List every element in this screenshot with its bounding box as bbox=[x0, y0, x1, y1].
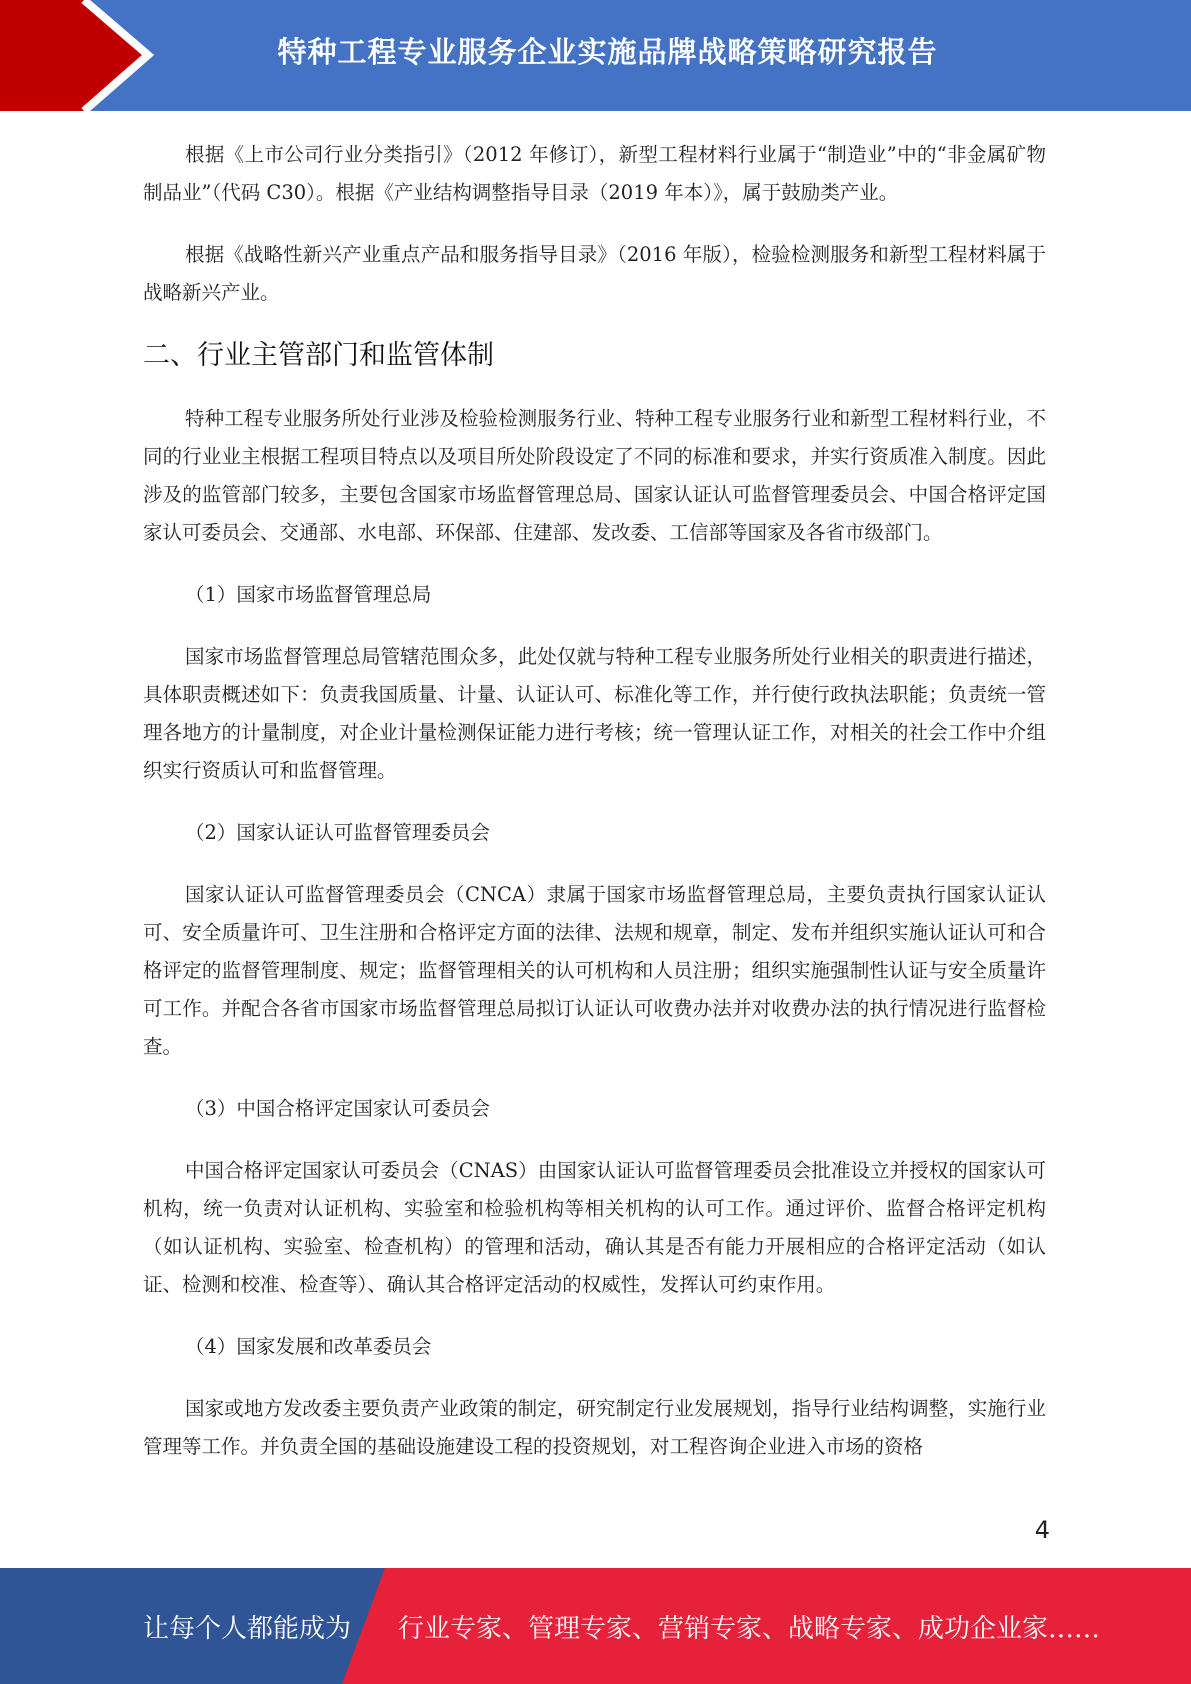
subheading-cnca: （2）国家认证认可监督管理委员会 bbox=[185, 821, 490, 844]
document-body bbox=[143, 136, 1046, 1490]
page-footer bbox=[0, 1568, 1191, 1684]
paragraph-industry-classification: 根据《上市公司行业分类指引》（2012 年修订），新型工程材料行业属于“制造业”中的“非金属矿物制品业”（代码 C30）。根据《产业结构调整指导目录（2019 年本）》，属于鼓励类产业。 bbox=[143, 143, 1046, 204]
subheading-samr: （1）国家市场监督管理总局 bbox=[185, 583, 432, 606]
subheading-cnas: （3）中国合格评定国家认可委员会 bbox=[185, 1097, 490, 1120]
paragraph-samr: 国家市场监督管理总局管辖范围众多，此处仅就与特种工程专业服务所处行业相关的职责进行描述，具体职责概述如下：负责我国质量、计量、认证认可、标准化等工作，并行使行政执法职能；负责统一管理各地方的计量制度，对企业计量检测保证能力进行考核；统一管理认证工作，对相关的社会工作中介组织实行资质认可和监督管理。 bbox=[143, 645, 1046, 782]
paragraph-cnca: 国家认证认可监督管理委员会（CNCA）隶属于国家市场监督管理总局，主要负责执行国家认证认可、安全质量许可、卫生注册和合格评定方面的法律、法规和规章，制定、发布并组织实施认证认可和合格评定的监督管理制度、规定；监督管理相关的认可机构和人员注册；组织实施强制性认证与安全质量许可工作。并配合各省市国家市场监督管理总局拟订认证认可收费办法并对收费办法的执行情况进行监督检查。 bbox=[143, 883, 1046, 1058]
footer-slogan-left: 让每个人都能成为 bbox=[143, 1613, 352, 1644]
subheading-ndrc: （4）国家发展和改革委员会 bbox=[185, 1335, 432, 1358]
header-title: 特种工程专业服务企业实施品牌战略策略研究报告 bbox=[277, 34, 938, 69]
paragraph-strategic-industry: 根据《战略性新兴产业重点产品和服务指导目录》（2016 年版），检验检测服务和新型工程材料属于战略新兴产业。 bbox=[143, 243, 1046, 304]
section-heading: 二、行业主管部门和监管体制 bbox=[143, 340, 494, 371]
paragraph-ndrc: 国家或地方发改委主要负责产业政策的制定，研究制定行业发展规划，指导行业结构调整，实施行业管理等工作。并负责全国的基础设施建设工程的投资规划，对工程咨询企业进入市场的资格 bbox=[143, 1397, 1046, 1458]
footer-slogan-right: 行业专家、管理专家、营销专家、战略专家、成功企业家…… bbox=[398, 1613, 1101, 1644]
page-number: 4 bbox=[1034, 1516, 1050, 1544]
paragraph-regulators-overview: 特种工程专业服务所处行业涉及检验检测服务行业、特种工程专业服务行业和新型工程材料行业，不同的行业业主根据工程项目特点以及项目所处阶段设定了不同的标准和要求，并实行资质准入制度。因此涉及的监管部门较多，主要包含国家市场监督管理总局、国家认证认可监督管理委员会、中国合格评定国家认可委员会、交通部、水电部、环保部、住建部、发改委、工信部等国家及各省市级部门。 bbox=[143, 407, 1046, 544]
page-header bbox=[0, 0, 1191, 111]
paragraph-cnas: 中国合格评定国家认可委员会（CNAS）由国家认证认可监督管理委员会批准设立并授权的国家认可机构，统一负责对认证机构、实验室和检验机构等相关机构的认可工作。通过评价、监督合格评定机构（如认证机构、实验室、检查机构）的管理和活动，确认其是否有能力开展相应的合格评定活动（如认证、检测和校准、检查等）、确认其合格评定活动的权威性，发挥认可约束作用。 bbox=[143, 1159, 1046, 1296]
